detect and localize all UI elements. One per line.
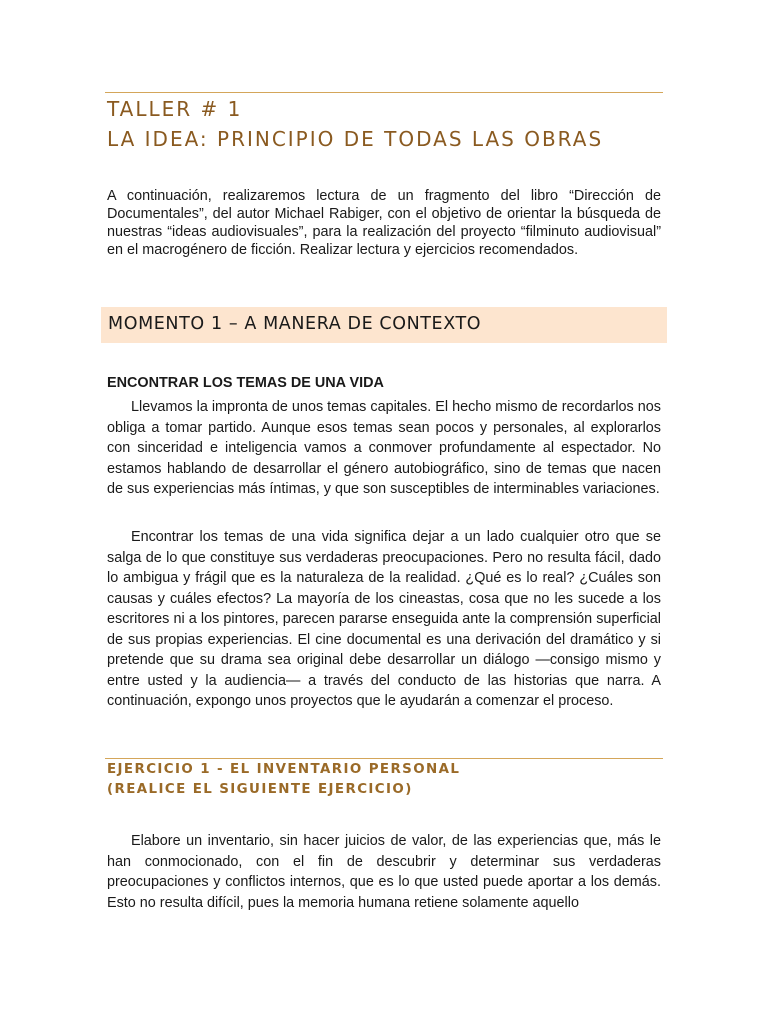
intro-paragraph: A continuación, realizaremos lectura de un fragmento del libro “Dirección de Documentales”, del autor Michael Rabiger, con el objetivo de orientar la búsqueda de nuestras “ideas audiovisuales”, para la realización del proyecto “filminuto audiovisual” en el macrogénero de ficción. Realizar lectura y ejercicios recomendados. xyxy=(107,188,661,258)
top-divider xyxy=(105,92,663,93)
exercise-title-line-2: (REALICE EL SIGUIENTE EJERCICIO) xyxy=(107,782,413,797)
moment-heading: MOMENTO 1 – A MANERA DE CONTEXTO xyxy=(108,314,482,334)
section-heading: ENCONTRAR LOS TEMAS DE UNA VIDA xyxy=(107,375,384,391)
body-paragraph-1: Llevamos la impronta de unos temas capitales. El hecho mismo de recordarlos nos obliga a tomar partido. Aunque esos temas sean pocos y personales, al explorarlos con sinceridad e inteligencia vamos a conmover profundamente al espectador. No estamos hablando de desarrollar el género autobiográfico, sino de temas que nacen de sus experiencias más íntimas, y que son susceptibles de interminables variaciones. xyxy=(107,399,661,497)
exercise-divider xyxy=(105,758,663,759)
exercise-title-line-1: EJERCICIO 1 - EL INVENTARIO PERSONAL xyxy=(107,762,461,777)
page-title-line-2: LA IDEA: PRINCIPIO DE TODAS LAS OBRAS xyxy=(107,127,604,151)
page-title-line-1: TALLER # 1 xyxy=(107,97,243,121)
exercise-paragraph: Elabore un inventario, sin hacer juicios de valor, de las experiencias que, más le han conmocionado, con el fin de descubrir y determinar sus verdaderas preocupaciones y conflictos internos, que es lo que usted puede aportar a los demás. Esto no resulta difícil, pues la memoria humana retiene solamente aquello xyxy=(107,833,661,911)
body-paragraph-2: Encontrar los temas de una vida significa dejar a un lado cualquier otro que se salga de lo que constituye sus verdaderas preocupaciones. Pero no resulta fácil, dado lo ambigua y frágil que es la naturaleza de la realidad. ¿Qué es lo real? ¿Cuáles son causas y cuáles efectos? La mayoría de los cineastas, cosa que no les sucede a los escritores ni a los pintores, parecen pararse enseguida ante la comprensión superficial de sus propias experiencias. El cine documental es una derivación del dramático y si pretende que su drama sea original debe desarrollar un diálogo —consigo mismo y entre usted y la audiencia— a través del conducto de las historias que narra. A continuación, expongo unos proyectos que le ayudarán a comenzar el proceso. xyxy=(107,529,661,709)
moment-heading-band xyxy=(101,307,667,343)
